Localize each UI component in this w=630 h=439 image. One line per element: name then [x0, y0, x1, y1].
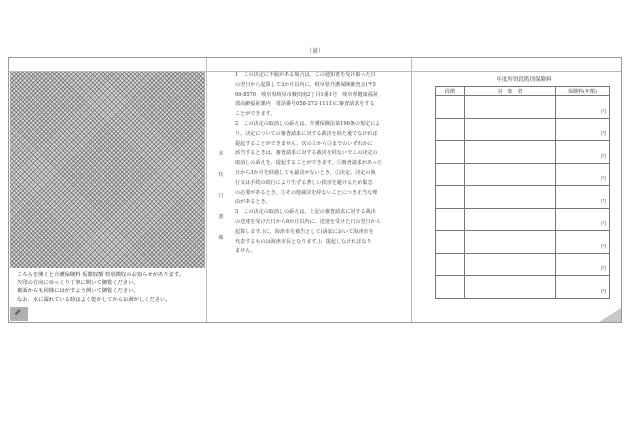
text-line: 1 この決定に不服がある場合は、この通知書を受け取った日: [235, 72, 376, 78]
text-line: 起算します。)に、海津市を被告として(訴訟において海津市を: [235, 228, 374, 235]
stage-cell: [436, 231, 465, 254]
notice-line: 裏面からも同様にはがすよう開いて御覧ください。: [17, 288, 139, 295]
stage-cell: [436, 96, 465, 119]
premium-cell: 円: [556, 96, 610, 119]
fold-line-left: [206, 58, 207, 322]
stage-cell: [436, 186, 465, 209]
tri-fold-sheet: [8, 57, 622, 323]
premium-table-title: 年度所得段階別保険料: [496, 77, 552, 83]
target-cell: [465, 231, 556, 254]
text-line: 2 この決定の取消しの訴えは、介護保険法第196条の規定によ: [235, 120, 381, 127]
column-header-premium: 保険料(年額): [556, 87, 610, 96]
text-line: 取消しの訴えを、提起することができます。①審査請求があった: [235, 160, 383, 167]
back-label: （裏）: [305, 48, 324, 55]
privacy-pattern: [10, 72, 205, 268]
premium-cell: 円: [556, 253, 610, 276]
target-cell: [465, 96, 556, 119]
text-line: 該当するときは、審査請求に対する裁決を経ないでこの決定の: [235, 150, 378, 157]
vertical-char: 線: [218, 235, 224, 241]
text-line: 提起することができません。次の①から③までのいずれかに: [235, 140, 373, 147]
table-row: [436, 96, 610, 119]
diagonal-arrow-icon: ⬈: [14, 308, 22, 318]
stage-cell: [436, 163, 465, 186]
target-cell: [465, 253, 556, 276]
text-line: り、決定についての審査請求に対する裁決を経た後でなければ: [235, 130, 378, 137]
text-line: ことができます。: [235, 111, 276, 118]
target-cell: [465, 118, 556, 141]
text-line: 日から3か月を経過しても裁決がないとき。②決定、決定の執: [235, 169, 376, 176]
stage-cell: [436, 208, 465, 231]
text-line: 代表するものは海津市長となります。)、提起しなければなり: [235, 238, 372, 245]
premium-cell: 円: [556, 231, 610, 254]
column-header-target: 対 象 者: [465, 87, 556, 96]
peel-tab[interactable]: [10, 307, 28, 321]
text-line: ません。: [235, 248, 256, 255]
fold-line-right: [411, 58, 412, 322]
target-cell: [465, 276, 556, 299]
target-cell: [465, 208, 556, 231]
table-row: [436, 141, 610, 164]
table-row: [436, 231, 610, 254]
notice-line: 矢印の方向にゆっくり丁寧に開いて御覧ください。: [17, 280, 139, 287]
opening-instructions: [17, 271, 203, 304]
stage-cell: [436, 141, 465, 164]
vertical-char: 本: [218, 151, 224, 157]
table-row: [436, 208, 610, 231]
text-line: 行又は手続の続行により生ずる著しい損害を避けるため緊急: [235, 179, 373, 186]
notice-line: こちらを開くと介護保険料 仮徴収額 特別徴収のお知らせがあります。: [17, 272, 184, 278]
text-line: 3 この決定の取消しの訴えは、上記の審査請求に対する裁決: [235, 209, 376, 216]
vertical-char: 状: [218, 172, 224, 178]
vertical-label: [215, 150, 227, 310]
text-line: の送達を受けた日から6か月以内に、送達を受けた日の翌日から: [235, 218, 381, 225]
stage-cell: [436, 253, 465, 276]
text-line: 部高齢福祉課内 電話番号058-272-1111)に審査請求をする: [235, 101, 375, 108]
premium-table: [435, 86, 610, 299]
table-row: [436, 276, 610, 299]
target-cell: [465, 141, 556, 164]
text-line: 由があるとき。: [235, 199, 271, 206]
table-row: [436, 163, 610, 186]
table-row: [436, 186, 610, 209]
table-row: [436, 253, 610, 276]
target-cell: [465, 186, 556, 209]
text-line: の翌日から起算して3か月以内に、岐阜県介護保険審査会(〒5: [235, 81, 376, 88]
table-row: [436, 118, 610, 141]
premium-cell: 円: [556, 276, 610, 299]
premium-cell: 円: [556, 163, 610, 186]
appeal-notice-text: [235, 71, 409, 257]
stage-cell: [436, 276, 465, 299]
premium-cell: 円: [556, 186, 610, 209]
column-header-stage: 段階: [436, 87, 465, 96]
vertical-char: 割: [218, 214, 224, 220]
premium-cell: 円: [556, 208, 610, 231]
vertical-char: 日: [218, 193, 224, 199]
premium-cell: 円: [556, 141, 610, 164]
stage-cell: [436, 118, 465, 141]
target-cell: [465, 163, 556, 186]
text-line: の必要があるとき。③その他裁決を経ないことにつき正当な理: [235, 189, 378, 196]
premium-cell: 円: [556, 118, 610, 141]
page-curl-corner: [599, 308, 621, 322]
notice-line: なお、水に濡れている時はよく乾かしてからお剥がしください。: [17, 296, 171, 303]
text-line: 00-8570 岐阜県岐阜市薮田南2丁目1番1号 岐阜県健康福祉: [235, 91, 378, 98]
